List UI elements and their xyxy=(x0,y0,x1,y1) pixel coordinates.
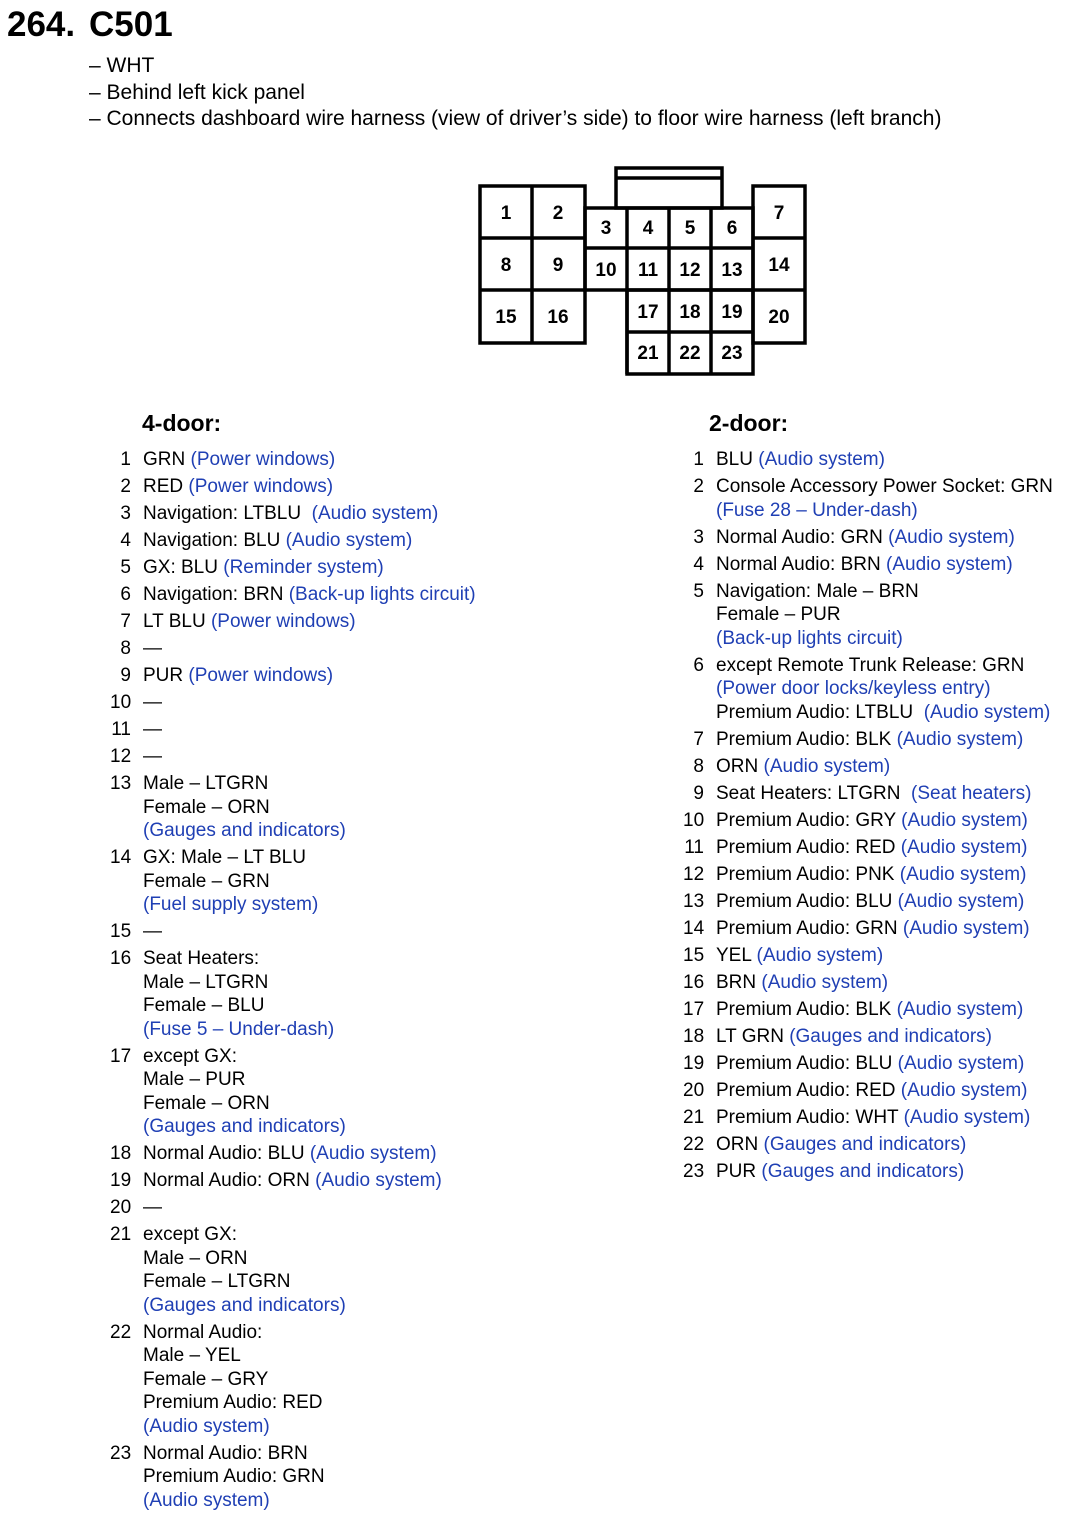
wire-info: Normal Audio: BLU xyxy=(143,1143,310,1164)
pin-number: 1 xyxy=(120,449,131,470)
pin-number: 3 xyxy=(120,503,131,524)
system-reference: (Audio system) xyxy=(899,863,1027,885)
pin-number: 23 xyxy=(683,1160,705,1182)
wire-info: Seat Heaters: LTGRN xyxy=(716,782,911,804)
wire-info: Premium Audio: RED xyxy=(143,1392,323,1413)
pin-entry xyxy=(683,526,1053,550)
pin-description-line xyxy=(143,1196,476,1220)
pin-number: 12 xyxy=(683,863,705,885)
pin-description-line xyxy=(143,947,476,971)
system-reference: (Audio system) xyxy=(309,1143,437,1164)
pin-entry xyxy=(683,580,1053,651)
pin-entry xyxy=(110,745,476,769)
wire-info: Premium Audio: BLK xyxy=(716,998,897,1020)
pin-description-line xyxy=(143,1270,476,1294)
system-reference: (Audio system) xyxy=(315,1170,442,1191)
pin-description-line xyxy=(143,1247,476,1271)
pin-number: 17 xyxy=(110,1045,132,1067)
pin-entry xyxy=(110,448,476,472)
pin-number: 19 xyxy=(683,1052,705,1074)
two-door-heading: 2-door: xyxy=(709,410,789,436)
wire-info: Male – LTGRN xyxy=(143,971,269,993)
wire-info: — xyxy=(143,1197,162,1218)
system-reference: (Audio system) xyxy=(900,1079,1028,1101)
pin-description-line xyxy=(716,755,1053,779)
wire-info: Premium Audio: GRN xyxy=(143,1466,325,1487)
pin-number: 20 xyxy=(110,1197,132,1218)
wire-info: — xyxy=(143,746,162,767)
pin-number: 14 xyxy=(683,917,705,939)
wire-info: Premium Audio: WHT xyxy=(716,1106,904,1128)
system-reference: (Audio system) xyxy=(923,701,1051,723)
wire-info: Female – PUR xyxy=(716,604,841,625)
pin-number: 18 xyxy=(110,1143,132,1164)
pin-description-line xyxy=(143,1223,476,1247)
pin-description-line xyxy=(143,796,476,820)
wire-info: Male – LTGRN xyxy=(143,773,269,794)
pin-description-line xyxy=(143,772,476,796)
pin-number: 19 xyxy=(110,1170,132,1191)
pin-entry xyxy=(683,971,1053,995)
pin-description-line xyxy=(143,637,476,661)
pin-description-line xyxy=(143,1092,476,1116)
pin-description-line xyxy=(716,654,1053,678)
system-reference: (Reminder system) xyxy=(223,557,384,578)
wire-info: Female – BLU xyxy=(143,995,265,1016)
pin-description-line xyxy=(716,971,1053,995)
pin-number: 15 xyxy=(110,921,132,942)
pin-label: 4 xyxy=(642,218,654,239)
system-reference: (Gauges and indicators) xyxy=(143,1294,346,1316)
system-reference: (Gauges and indicators) xyxy=(143,820,346,841)
system-reference: (Audio system) xyxy=(900,836,1028,858)
system-reference: (Audio system) xyxy=(888,526,1015,548)
pin-description-line xyxy=(716,499,1053,523)
pin-label: 12 xyxy=(679,260,701,281)
pin-entry xyxy=(683,1160,1053,1184)
pin-description-line xyxy=(716,701,1053,725)
wire-info: Male – PUR xyxy=(143,1069,246,1090)
pin-number: 14 xyxy=(110,847,132,868)
system-reference: (Fuel supply system) xyxy=(143,894,319,915)
system-reference: (Power door locks/keyless entry) xyxy=(716,678,991,699)
wire-info: Male – YEL xyxy=(143,1345,241,1366)
pin-label: 9 xyxy=(552,255,564,276)
pin-description-line xyxy=(143,1169,476,1193)
pin-description-line xyxy=(143,1368,476,1392)
system-reference: (Gauges and indicators) xyxy=(761,1160,965,1182)
pin-description-line xyxy=(143,1045,476,1069)
wire-info: PUR xyxy=(716,1160,762,1182)
pin-label: 8 xyxy=(500,255,512,276)
wire-info: except GX: xyxy=(143,1224,237,1245)
system-reference: (Audio system) xyxy=(143,1489,270,1511)
system-reference: (Back-up lights circuit) xyxy=(716,627,903,649)
pin-description-line xyxy=(143,1442,476,1466)
wire-info: — xyxy=(143,921,162,942)
pin-label: 15 xyxy=(495,307,517,328)
pin-description-line xyxy=(716,1133,1053,1157)
pin-number: 7 xyxy=(693,728,704,750)
pin-description-line xyxy=(143,1344,476,1368)
pin-description-line xyxy=(143,664,476,688)
pin-number: 2 xyxy=(693,476,704,497)
pin-entry xyxy=(110,718,476,742)
pin-description-line xyxy=(143,583,476,607)
pin-number: 2 xyxy=(120,476,131,497)
pin-description-line xyxy=(716,603,1053,627)
connector-id: C501 xyxy=(89,5,173,44)
pin-label: 3 xyxy=(600,218,612,239)
pin-description-line xyxy=(716,553,1053,577)
pin-description-line xyxy=(143,994,476,1018)
pin-description-line xyxy=(716,782,1053,806)
pin-label: 16 xyxy=(547,307,569,328)
pin-description-line xyxy=(143,819,476,843)
pin-entry xyxy=(110,1321,476,1439)
pin-number: 23 xyxy=(110,1442,132,1464)
pin-number: 3 xyxy=(693,526,704,548)
pin-description-line xyxy=(143,529,476,553)
pin-label: 2 xyxy=(552,203,564,224)
pin-entry xyxy=(683,553,1053,577)
wire-info: Premium Audio: RED xyxy=(716,1079,901,1101)
wire-info: Premium Audio: RED xyxy=(716,836,901,858)
wire-info: GRN xyxy=(143,449,191,470)
system-reference: (Back-up lights circuit) xyxy=(288,584,476,605)
system-reference: (Fuse 5 – Under-dash) xyxy=(143,1018,335,1040)
pin-description-line xyxy=(143,1142,476,1166)
pin-number: 21 xyxy=(683,1106,705,1128)
wire-info: PUR xyxy=(143,665,189,686)
pin-description-line xyxy=(143,502,476,526)
connector-latch xyxy=(616,168,722,208)
pin-label: 22 xyxy=(679,343,701,364)
detail-connection: – Connects dashboard wire harness (view of driver’s side) to floor wire harness (left branch) xyxy=(89,107,942,130)
pin-description-line xyxy=(716,677,1053,701)
pin-entry xyxy=(110,1045,476,1139)
wire-info: Premium Audio: PNK xyxy=(716,863,900,885)
pin-entry xyxy=(110,610,476,634)
wire-info: ORN xyxy=(716,1133,764,1155)
pin-entry xyxy=(110,846,476,917)
pin-entry xyxy=(683,728,1053,752)
wire-info: Female – GRN xyxy=(143,870,270,892)
system-reference: (Power windows) xyxy=(190,449,336,470)
pin-label: 5 xyxy=(684,218,696,239)
system-reference: (Audio system) xyxy=(902,917,1030,939)
pin-entry xyxy=(110,691,476,715)
pin-entry xyxy=(110,1169,476,1193)
pin-entry xyxy=(683,654,1053,725)
pin-description-line xyxy=(143,691,476,715)
wire-info: Navigation: LTBLU xyxy=(143,503,312,524)
section-number: 264. xyxy=(7,5,76,44)
pin-description-line xyxy=(143,1321,476,1345)
wire-info: Premium Audio: BLU xyxy=(716,1052,898,1074)
wire-info: Seat Heaters: xyxy=(143,948,260,969)
pin-entry xyxy=(683,1025,1053,1049)
pin-description-line xyxy=(143,745,476,769)
pin-label: 7 xyxy=(773,203,785,224)
pin-description-line xyxy=(716,475,1053,499)
pin-number: 16 xyxy=(110,948,132,969)
wire-info: — xyxy=(143,692,162,713)
pin-label: 10 xyxy=(595,260,617,281)
pin-description-line xyxy=(143,1018,476,1042)
system-reference: (Power windows) xyxy=(188,476,334,497)
pin-entry xyxy=(683,782,1053,806)
pin-description-line xyxy=(716,809,1053,833)
system-reference: (Audio system) xyxy=(897,1052,1025,1074)
pin-description-line xyxy=(716,1160,1053,1184)
pin-description-line xyxy=(143,1465,476,1489)
pin-description-line xyxy=(716,580,1053,604)
wire-info: RED xyxy=(143,476,189,497)
pin-entry xyxy=(110,920,476,944)
pin-entry xyxy=(110,475,476,499)
pin-description-line xyxy=(716,836,1053,860)
pin-entry xyxy=(110,1223,476,1317)
connector-diagram xyxy=(0,0,1086,390)
pin-entry xyxy=(683,944,1053,968)
system-reference: (Audio system) xyxy=(285,530,413,551)
system-reference: (Audio system) xyxy=(758,449,885,470)
pin-description-line xyxy=(716,890,1053,914)
pin-description-line xyxy=(716,627,1053,651)
system-reference: (Gauges and indicators) xyxy=(789,1025,992,1047)
system-reference: (Audio system) xyxy=(896,728,1024,750)
system-reference: (Audio system) xyxy=(761,971,889,993)
pin-number: 8 xyxy=(120,638,131,659)
wire-info: Premium Audio: BLK xyxy=(716,728,897,750)
wire-info: Navigation: BRN xyxy=(143,584,289,605)
pin-number: 4 xyxy=(120,530,131,551)
pin-entry xyxy=(683,475,1053,522)
pin-entry xyxy=(110,1142,476,1166)
system-reference: (Audio system) xyxy=(897,890,1025,912)
pin-entry xyxy=(683,863,1053,887)
system-reference: (Audio system) xyxy=(896,998,1024,1020)
pin-entry xyxy=(110,556,476,580)
wire-info: GX: BLU xyxy=(143,557,224,578)
pin-number: 15 xyxy=(683,944,705,966)
pin-number: 1 xyxy=(693,449,704,470)
pin-entry xyxy=(683,1106,1053,1130)
two-door-pin-list xyxy=(683,448,1053,1187)
pin-description-line xyxy=(143,971,476,995)
pin-entry xyxy=(683,890,1053,914)
wire-info: Normal Audio: GRN xyxy=(716,526,889,548)
pin-description-line xyxy=(143,1068,476,1092)
pin-description-line xyxy=(143,870,476,894)
wire-info: except GX: xyxy=(143,1045,237,1067)
pin-number: 5 xyxy=(120,557,131,578)
system-reference: (Seat heaters) xyxy=(911,782,1032,804)
system-reference: (Audio system) xyxy=(756,944,884,966)
pin-number: 22 xyxy=(110,1321,132,1343)
pin-description-line xyxy=(143,920,476,944)
wire-info: Console Accessory Power Socket: GRN xyxy=(716,476,1053,497)
pin-label: 13 xyxy=(721,260,743,281)
four-door-pin-list xyxy=(110,448,476,1516)
pin-label: 20 xyxy=(768,307,790,328)
wire-info: Male – ORN xyxy=(143,1247,248,1269)
pin-label: 21 xyxy=(637,343,659,364)
pin-number: 7 xyxy=(120,611,131,632)
detail-location: – Behind left kick panel xyxy=(89,80,305,104)
pin-description-line xyxy=(143,556,476,580)
pin-label: 18 xyxy=(679,302,701,323)
pin-description-line xyxy=(143,448,476,472)
wire-info: — xyxy=(143,638,162,659)
pin-description-line xyxy=(143,1115,476,1139)
pin-entry xyxy=(683,755,1053,779)
wire-info: Normal Audio: xyxy=(143,1321,263,1343)
pin-number: 6 xyxy=(120,584,131,605)
pin-description-line xyxy=(143,1391,476,1415)
system-reference: (Fuse 28 – Under-dash) xyxy=(716,499,918,521)
wire-info: Normal Audio: BRN xyxy=(716,553,887,575)
pin-entry xyxy=(683,836,1053,860)
pin-label: 23 xyxy=(721,343,743,364)
pin-label: 14 xyxy=(768,255,790,276)
pin-number: 13 xyxy=(683,890,705,912)
wire-info: Normal Audio: ORN xyxy=(143,1170,316,1191)
pin-number: 22 xyxy=(683,1133,705,1155)
pin-number: 10 xyxy=(683,809,705,831)
wire-info: except Remote Trunk Release: GRN xyxy=(716,654,1025,676)
pin-number: 18 xyxy=(683,1025,705,1047)
pin-description-line xyxy=(716,944,1053,968)
pin-number: 12 xyxy=(110,746,132,767)
system-reference: (Audio system) xyxy=(903,1106,1031,1128)
pin-description-line xyxy=(716,1052,1053,1076)
system-reference: (Audio system) xyxy=(763,755,891,777)
pin-entry xyxy=(110,772,476,843)
pin-number: 10 xyxy=(110,692,132,713)
pin-number: 4 xyxy=(693,553,704,575)
pin-label: 6 xyxy=(726,218,738,239)
wire-info: Female – GRY xyxy=(143,1368,269,1390)
pin-entry xyxy=(110,502,476,526)
system-reference: (Power windows) xyxy=(188,665,334,686)
pin-label: 1 xyxy=(500,203,512,224)
pin-description-line xyxy=(143,1489,476,1513)
pin-entry xyxy=(110,1196,476,1220)
pin-entry xyxy=(683,448,1053,472)
pin-number: 11 xyxy=(684,836,704,858)
pin-description-line xyxy=(716,998,1053,1022)
detail-color: – WHT xyxy=(89,54,155,77)
pin-description-line xyxy=(143,610,476,634)
wire-info: LT BLU xyxy=(143,611,211,632)
system-reference: (Gauges and indicators) xyxy=(763,1133,967,1155)
wire-info: — xyxy=(143,719,162,740)
pin-entry xyxy=(683,1052,1053,1076)
system-reference: (Gauges and indicators) xyxy=(143,1116,346,1137)
connector-face-svg xyxy=(0,0,1086,390)
pin-number: 6 xyxy=(693,654,704,676)
wire-info: BLU xyxy=(716,449,759,470)
pin-description-line xyxy=(143,1294,476,1318)
pin-entry xyxy=(110,637,476,661)
pin-entry xyxy=(110,947,476,1041)
wire-info: Premium Audio: BLU xyxy=(716,890,898,912)
pin-description-line xyxy=(716,728,1053,752)
wire-info: Female – ORN xyxy=(143,796,270,818)
pin-entry xyxy=(110,583,476,607)
pin-description-line xyxy=(716,1025,1053,1049)
pin-number: 8 xyxy=(693,755,704,777)
pin-number: 21 xyxy=(110,1224,132,1245)
pin-description-line xyxy=(716,1079,1053,1103)
pin-description-line xyxy=(716,526,1053,550)
pin-entry xyxy=(683,917,1053,941)
pin-number: 20 xyxy=(683,1079,705,1101)
pin-number: 11 xyxy=(111,719,131,740)
pin-number: 16 xyxy=(683,971,705,993)
wire-info: GX: Male – LT BLU xyxy=(143,847,306,868)
system-reference: (Audio system) xyxy=(901,809,1028,831)
pin-number: 17 xyxy=(683,998,705,1020)
pin-label: 11 xyxy=(637,260,659,281)
system-reference: (Audio system) xyxy=(886,553,1013,575)
pin-entry xyxy=(110,1442,476,1513)
pin-number: 13 xyxy=(110,773,132,794)
pin-description-line xyxy=(716,1106,1053,1130)
wire-info: Premium Audio: LTBLU xyxy=(716,701,924,723)
wire-info: Premium Audio: GRY xyxy=(716,809,902,831)
wire-info: ORN xyxy=(716,755,764,777)
wire-info: YEL xyxy=(716,944,757,966)
pin-entry xyxy=(110,664,476,688)
pin-label: 17 xyxy=(637,302,659,323)
pin-label: 19 xyxy=(721,302,743,323)
pin-description-line xyxy=(143,1415,476,1439)
wire-info: Navigation: Male – BRN xyxy=(716,580,919,602)
pin-entry xyxy=(683,1133,1053,1157)
pin-description-line xyxy=(716,863,1053,887)
wire-info: BRN xyxy=(716,971,762,993)
pin-description-line xyxy=(716,448,1053,472)
four-door-heading: 4-door: xyxy=(142,410,222,436)
wire-info: Female – ORN xyxy=(143,1092,270,1114)
wire-info: Navigation: BLU xyxy=(143,530,286,551)
pin-entry xyxy=(683,998,1053,1022)
system-reference: (Power windows) xyxy=(210,611,356,632)
pin-description-line xyxy=(716,917,1053,941)
wire-info: Premium Audio: GRN xyxy=(716,917,903,939)
wire-info: Normal Audio: BRN xyxy=(143,1442,308,1464)
pin-description-line xyxy=(143,475,476,499)
pin-entry xyxy=(683,809,1053,833)
pin-number: 9 xyxy=(693,782,704,804)
pin-description-line xyxy=(143,893,476,917)
pin-number: 9 xyxy=(120,665,131,686)
pin-entry xyxy=(683,1079,1053,1103)
system-reference: (Audio system) xyxy=(311,503,439,524)
wire-info: Female – LTGRN xyxy=(143,1271,291,1292)
pin-entry xyxy=(110,529,476,553)
wire-info: LT GRN xyxy=(716,1025,790,1047)
pin-number: 5 xyxy=(693,580,704,602)
system-reference: (Audio system) xyxy=(143,1415,270,1437)
pin-description-line xyxy=(143,718,476,742)
pin-description-line xyxy=(143,846,476,870)
